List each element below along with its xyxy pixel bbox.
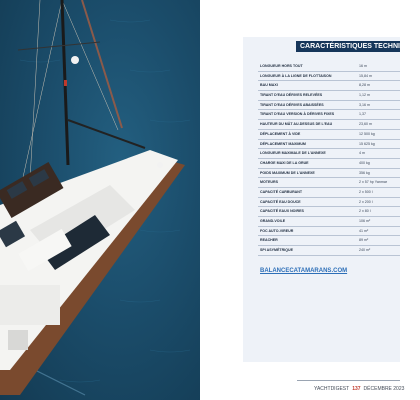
spec-row [258,149,400,159]
spec-value: 2 x 500 l [359,189,373,194]
spec-value: 12 500 kg [359,131,375,136]
spec-row [258,188,400,198]
spec-label: MOTEURS [260,180,278,185]
spec-value: 16 m [359,64,367,68]
footer-divider [297,380,400,381]
spec-label: BAU MAXI [260,83,278,88]
spec-label: POIDS MAXIMUM DE L'ANNEXE [260,170,315,175]
spec-label: CAPACITÉ EAU DOUCE [260,199,301,204]
catamaran-photo [0,0,200,400]
spec-label: TIRANT D'EAU DÉRIVES ABAISSÉES [260,102,324,107]
spec-row [258,236,400,246]
spec-row [258,110,400,120]
spec-row [258,101,400,111]
spec-label: REACHER [260,238,278,243]
spec-value: 8,28 m [359,83,370,88]
spec-value: 106 m² [359,219,371,223]
spec-row [258,140,400,150]
spec-label: CAPACITÉ CARBURANT [260,189,303,194]
spec-page [200,0,420,400]
specs-title: CARACTÉRISTIQUES TECHNIQUES [296,41,400,52]
spec-value: 89 m² [359,238,369,243]
spec-value: 356 kg [359,170,370,175]
spec-label: TIRANT D'EAU DÉRIVES RELEVÉES [260,93,323,98]
specs-table [258,62,400,256]
spec-row [258,198,400,208]
spec-value: 15 625 kg [359,141,375,146]
spec-value: 15,84 m [359,73,372,78]
spec-value: 400 kg [359,160,370,165]
spec-row [258,178,400,188]
catamaran-illustration [0,0,200,400]
spec-row [258,81,400,91]
spec-row [258,130,400,140]
spec-label: SPI ASYMÉTRIQUE [260,248,294,253]
spec-row [258,62,400,72]
spec-value: 41 m² [359,228,369,233]
spec-value: 1,12 m [359,93,370,98]
website-link[interactable]: BALANCECATAMARANS.COM [260,268,348,274]
spec-label: DÉPLACEMENT À VIDE [260,131,301,136]
spec-row [258,72,400,82]
spec-label: CHARGE MAXI DE LA GRUE [260,160,309,165]
spec-value: 2 x 57 hp Yanmar [359,180,388,185]
spec-row [258,246,400,256]
page-footer [314,386,404,392]
spec-label: GRAND-VOILE [260,219,286,223]
spec-row [258,227,400,237]
spec-label: CAPACITÉ EAUX NOIRES [260,209,304,214]
spec-row [258,91,400,101]
spec-row [258,120,400,130]
spec-value: 23,60 m [359,122,372,127]
spec-row [258,217,400,227]
spec-row [258,159,400,169]
spec-value: 4 m [359,151,365,156]
spec-value: 240 m² [359,248,371,253]
spec-value: 3,16 m [359,102,370,107]
spec-value: 2 x 200 l [359,199,373,204]
spec-label: TIRANT D'EAU VERSION À DÉRIVES FIXES [260,112,335,117]
spec-label: LONGUEUR À LA LIGNE DE FLOTTAISON [260,73,332,78]
spec-label: LONGUEUR HORS TOUT [260,64,303,68]
spec-label: HAUTEUR DU MÂT AU-DESSUS DE L'EAU [260,122,333,127]
spec-label: DÉPLACEMENT MAXIMUM [260,141,306,146]
footer-magazine: YACHTDIGEST [314,386,350,392]
footer-date: DÉCEMBRE 2023 [363,386,405,392]
spec-value: 2 x 80 l [359,209,371,214]
spec-row [258,207,400,217]
footer-page-number: 137 [352,386,361,392]
spec-label: FOC AUTO-VIREUR [260,228,294,233]
spec-value: 1,37 [359,112,366,117]
spec-label: LONGUEUR MAXIMALE DE L'ANNEXE [260,151,326,156]
spec-row [258,169,400,179]
